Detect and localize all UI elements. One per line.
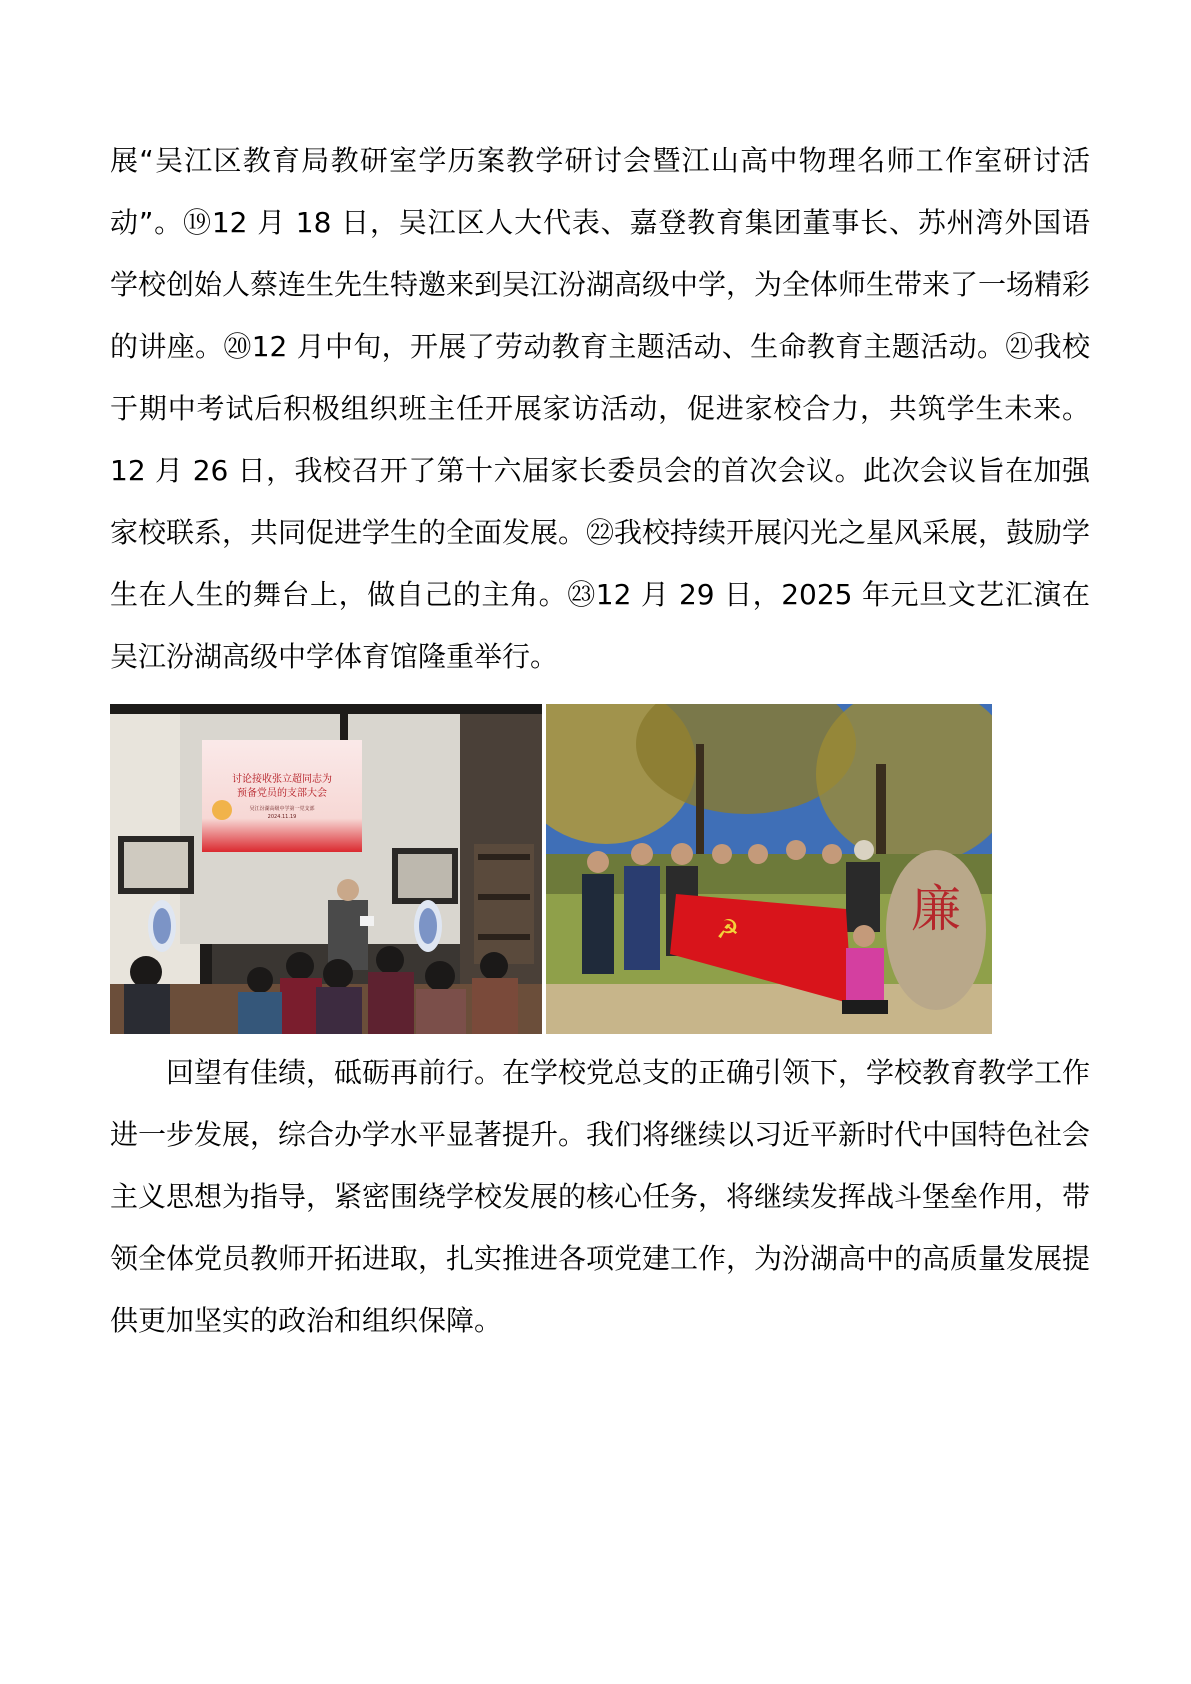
body-paragraph-1: 展“吴江区教育局教研室学历案教学研讨会暨江山高中物理名师工作室研讨活动”。⑲12 月 18 日，吴江区人大代表、嘉登教育集团董事长、苏州湾外国语学校创始人蔡连生先生特邀来到吴江汾湖高级中学，为全体师生带来了一场精彩的讲座。⑳12 月中旬，开展了劳动教育主题活动、生命教育主题活动。㉑我校于期中考试后积极组织班主任开展家访活动，促进家校合力，共筑学生未来。12 月 26 日，我校召开了第十六届家长委员会的首次会议。此次会议旨在加强家校联系，共同促进学生的全面发展。㉒我校持续开展闪光之星风采展，鼓励学生在人生的舞台上，做自己的主角。㉓12 月 29 日，2025 年元旦文艺汇演在吴江汾湖高级中学体育馆隆重举行。: [110, 144, 1091, 673]
svg-text:☭: ☭: [716, 915, 740, 945]
stone-inscription: 廉: [911, 880, 961, 938]
screen-org: 吴江汾湖高级中学第一党支部: [249, 806, 315, 812]
screen-subtitle: 预备党员的支部大会: [237, 788, 327, 799]
body-paragraph-2: 回望有佳绩，砥砺再前行。在学校党总支的正确引领下，学校教育教学工作进一步发展，综合办学水平显著提升。我们将继续以习近平新时代中国特色社会主义思想为指导，紧密围绕学校发展的核心任务，将继续发挥战斗堡垒作用，带领全体党员教师开拓进取，扎实推进各项党建工作，为汾湖高中的高质量发展提供更加坚实的政治和组织保障。: [110, 1056, 1091, 1337]
flag-group-photo: [546, 704, 992, 1034]
screen-title: 讨论接收张立超同志为: [232, 774, 332, 785]
screen-date: 2024.11.19: [267, 814, 297, 820]
meeting-photo: [110, 704, 542, 1034]
